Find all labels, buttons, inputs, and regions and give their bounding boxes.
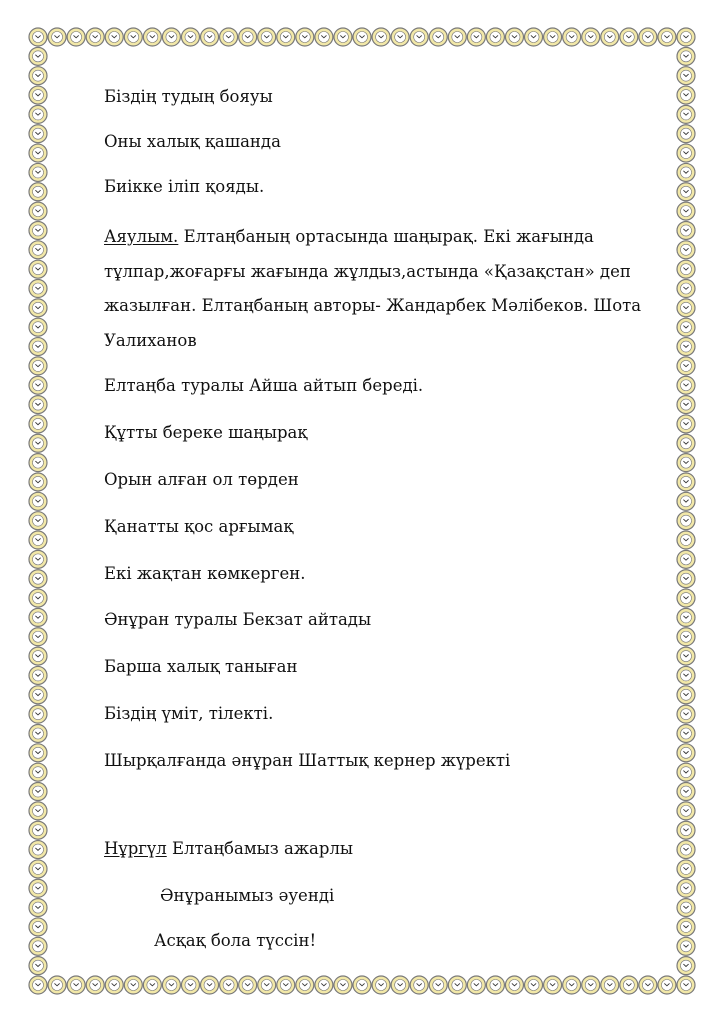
clock-icon: [677, 802, 695, 820]
clock-icon: [677, 899, 695, 917]
clock-icon: [29, 763, 47, 781]
clock-icon: [29, 47, 47, 65]
clock-icon: [29, 724, 47, 742]
clock-icon: [658, 28, 676, 46]
text-line: Орын алған ол төрден: [104, 470, 299, 489]
paragraph-line: [104, 839, 353, 859]
clock-icon: [372, 28, 390, 46]
clock-icon: [220, 28, 238, 46]
clock-icon: [677, 647, 695, 665]
clock-icon: [29, 260, 47, 278]
clock-icon: [353, 976, 371, 994]
clock-icon: [29, 415, 47, 433]
clock-icon: [29, 163, 47, 181]
clock-icon: [677, 299, 695, 317]
clock-icon: [677, 473, 695, 491]
clock-icon: [67, 976, 85, 994]
clock-icon: [258, 976, 276, 994]
clock-icon: [429, 976, 447, 994]
clock-icon: [677, 125, 695, 143]
clock-icon: [315, 976, 333, 994]
text-line: Біздің үміт, тілекті.: [104, 704, 274, 723]
clock-icon: [29, 705, 47, 723]
clock-icon: [29, 647, 47, 665]
clock-icon: [29, 957, 47, 975]
clock-icon: [29, 608, 47, 626]
text-line: Екі жақтан көмкерген.: [104, 564, 306, 583]
clock-icon: [201, 28, 219, 46]
clock-icon: [677, 589, 695, 607]
clock-icon: [124, 28, 142, 46]
clock-icon: [143, 28, 161, 46]
speaker-name: Аяулым.: [104, 227, 179, 246]
clock-icon: [677, 28, 695, 46]
clock-icon: [29, 241, 47, 259]
clock-icon: [29, 783, 47, 801]
clock-icon: [162, 976, 180, 994]
clock-icon: [677, 415, 695, 433]
clock-icon: [29, 318, 47, 336]
text-line: Уалиханов: [104, 331, 197, 350]
clock-icon: [677, 570, 695, 588]
clock-icon: [639, 28, 657, 46]
clock-icon: [639, 976, 657, 994]
clock-icon: [29, 628, 47, 646]
clock-icon: [29, 28, 47, 46]
clock-icon: [677, 318, 695, 336]
clock-icon: [277, 28, 295, 46]
clock-icon: [677, 860, 695, 878]
clock-icon: [29, 802, 47, 820]
clock-icon: [448, 28, 466, 46]
clock-icon: [677, 105, 695, 123]
clock-icon: [677, 879, 695, 897]
clock-icon: [677, 744, 695, 762]
text-line: Елтаңба туралы Айша айтып береді.: [104, 376, 424, 395]
text-line: Құтты береке шаңырақ: [104, 423, 308, 442]
clock-icon: [48, 976, 66, 994]
clock-icon: [29, 550, 47, 568]
clock-icon: [486, 28, 504, 46]
clock-icon: [105, 976, 123, 994]
clock-icon: [677, 376, 695, 394]
clock-icon: [124, 976, 142, 994]
clock-icon: [677, 47, 695, 65]
clock-icon: [677, 163, 695, 181]
clock-icon: [391, 976, 409, 994]
clock-icon: [677, 918, 695, 936]
text-line: Асқақ бола түссін!: [154, 931, 317, 950]
clock-icon: [29, 937, 47, 955]
text-line: Қанатты қос арғымақ: [104, 517, 294, 536]
text-line: Оны халық қашанда: [104, 132, 281, 151]
clock-icon: [677, 183, 695, 201]
speaker-name: Нұргүл: [104, 839, 167, 858]
clock-icon: [677, 783, 695, 801]
clock-icon: [29, 376, 47, 394]
clock-icon: [29, 841, 47, 859]
clock-icon: [220, 976, 238, 994]
clock-icon: [677, 976, 695, 994]
text-span: Елтаңбаның ортасында шаңырақ. Екі жағында: [183, 227, 594, 246]
clock-icon: [582, 976, 600, 994]
clock-icon: [296, 976, 314, 994]
clock-icon: [29, 280, 47, 298]
clock-icon: [29, 821, 47, 839]
clock-icon: [410, 976, 428, 994]
clock-icon: [29, 125, 47, 143]
clock-icon: [582, 28, 600, 46]
clock-icon: [29, 357, 47, 375]
clock-icon: [29, 512, 47, 530]
clock-icon: [677, 280, 695, 298]
clock-icon: [29, 589, 47, 607]
clock-icon: [677, 686, 695, 704]
clock-icon: [29, 860, 47, 878]
clock-icon: [29, 299, 47, 317]
clock-icon: [677, 957, 695, 975]
clock-icon: [677, 628, 695, 646]
clock-icon: [677, 608, 695, 626]
clock-icon: [29, 666, 47, 684]
clock-icon: [677, 666, 695, 684]
clock-icon: [29, 221, 47, 239]
clock-icon: [544, 976, 562, 994]
clock-icon: [29, 918, 47, 936]
clock-icon: [677, 202, 695, 220]
clock-icon: [29, 338, 47, 356]
clock-icon: [677, 338, 695, 356]
clock-icon: [181, 28, 199, 46]
clock-icon: [29, 183, 47, 201]
clock-icon: [525, 976, 543, 994]
clock-icon: [239, 28, 257, 46]
clock-icon: [277, 976, 295, 994]
clock-icon: [239, 976, 257, 994]
clock-icon: [296, 28, 314, 46]
clock-icon: [143, 976, 161, 994]
clock-icon: [677, 724, 695, 742]
text-line: Шырқалғанда әнұран Шаттық кернер жүректі: [104, 751, 511, 770]
clock-icon: [505, 976, 523, 994]
clock-icon: [29, 492, 47, 510]
clock-icon: [677, 67, 695, 85]
clock-icon: [677, 357, 695, 375]
clock-icon: [29, 86, 47, 104]
clock-icon: [677, 763, 695, 781]
clock-icon: [334, 976, 352, 994]
text-line: Барша халық таныған: [104, 657, 298, 676]
clock-icon: [677, 454, 695, 472]
clock-icon: [563, 976, 581, 994]
clock-icon: [86, 976, 104, 994]
clock-icon: [677, 241, 695, 259]
clock-icon: [258, 28, 276, 46]
clock-icon: [29, 396, 47, 414]
clock-icon: [677, 937, 695, 955]
clock-icon: [334, 28, 352, 46]
clock-icon: [29, 473, 47, 491]
clock-icon: [48, 28, 66, 46]
clock-icon: [29, 454, 47, 472]
clock-icon: [525, 28, 543, 46]
text-line: Әнұранымыз әуенді: [160, 886, 335, 905]
clock-icon: [29, 744, 47, 762]
clock-icon: [353, 28, 371, 46]
clock-icon: [486, 976, 504, 994]
clock-icon: [467, 976, 485, 994]
text-line: Биікке іліп қояды.: [104, 177, 265, 196]
clock-icon: [620, 28, 638, 46]
clock-icon: [677, 492, 695, 510]
clock-icon: [677, 550, 695, 568]
clock-icon: [29, 202, 47, 220]
clock-icon: [448, 976, 466, 994]
text-span: Елтаңбамыз ажарлы: [171, 839, 354, 858]
clock-icon: [29, 105, 47, 123]
clock-icon: [677, 841, 695, 859]
clock-icon: [677, 221, 695, 239]
clock-icon: [29, 434, 47, 452]
clock-icon: [467, 28, 485, 46]
clock-icon: [677, 396, 695, 414]
clock-icon: [181, 976, 199, 994]
clock-icon: [544, 28, 562, 46]
clock-icon: [429, 28, 447, 46]
clock-icon: [677, 434, 695, 452]
clock-icon: [677, 144, 695, 162]
clock-icon: [67, 28, 85, 46]
clock-icon: [677, 86, 695, 104]
clock-icon: [162, 28, 180, 46]
clock-icon: [563, 28, 581, 46]
clock-icon: [677, 705, 695, 723]
clock-icon: [658, 976, 676, 994]
clock-icon: [391, 28, 409, 46]
clock-icon: [29, 976, 47, 994]
text-line: Әнұран туралы Бекзат айтады: [104, 610, 372, 629]
text-line: Біздің тудың бояуы: [104, 87, 273, 106]
clock-icon: [29, 570, 47, 588]
clock-icon: [677, 821, 695, 839]
clock-icon: [29, 879, 47, 897]
paragraph-line: [104, 227, 594, 247]
clock-icon: [601, 28, 619, 46]
text-line: тұлпар,жоғарғы жағында жұлдыз,астында «Қазақстан» деп: [104, 262, 631, 281]
clock-icon: [677, 512, 695, 530]
clock-icon: [86, 28, 104, 46]
text-line: жазылған. Елтаңбаның авторы- Жандарбек Мәлібеков. Шота: [104, 296, 642, 315]
clock-icon: [29, 144, 47, 162]
clock-icon: [105, 28, 123, 46]
clock-icon: [410, 28, 428, 46]
clock-icon: [29, 686, 47, 704]
clock-icon: [29, 67, 47, 85]
clock-icon: [315, 28, 333, 46]
clock-icon: [29, 899, 47, 917]
clock-icon: [677, 531, 695, 549]
clock-icon: [372, 976, 390, 994]
clock-icon: [601, 976, 619, 994]
clock-icon: [201, 976, 219, 994]
clock-icon: [620, 976, 638, 994]
clock-icon: [677, 260, 695, 278]
clock-icon: [29, 531, 47, 549]
clock-icon: [505, 28, 523, 46]
